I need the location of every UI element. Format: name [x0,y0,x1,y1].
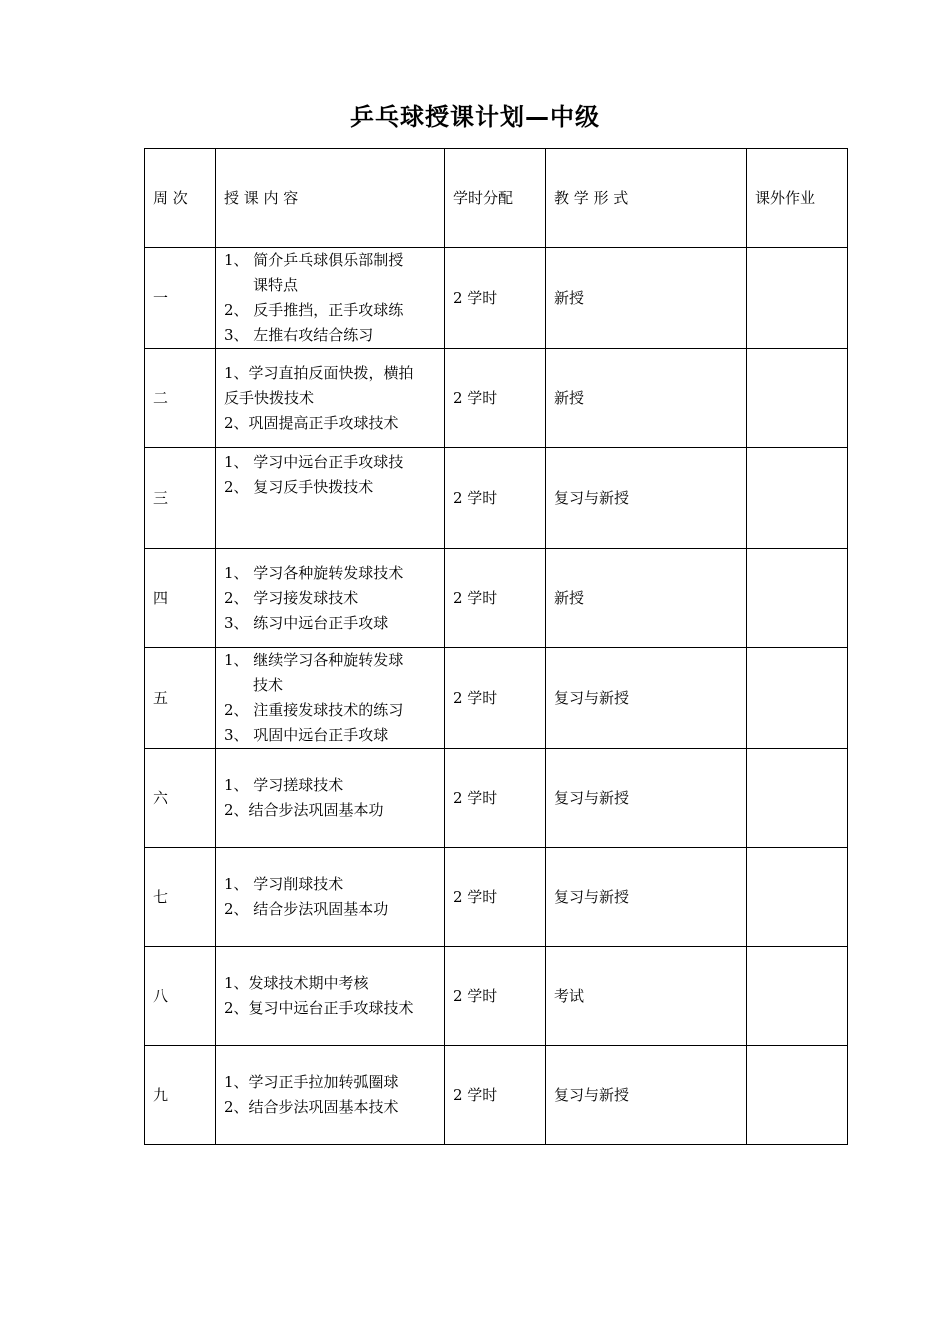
homework-cell [747,248,848,349]
week-cell: 八 [145,947,216,1046]
hours-cell: 2 学时 [445,648,546,749]
form-cell: 新授 [546,349,747,448]
content-cell [216,1046,445,1145]
content-line: 2、巩固提高正手攻球技术 [224,413,399,432]
header-hours: 学时分配 [445,149,546,248]
week-cell: 九 [145,1046,216,1145]
content-line: 1、 学习削球技术 [224,875,344,893]
form-cell: 新授 [546,549,747,648]
week-cell: 五 [145,648,216,749]
homework-cell [747,848,848,947]
page-title: 乒乓球授课计划—中级 [350,103,600,131]
content-cell [216,248,445,349]
hours-cell: 2 学时 [445,1046,546,1145]
content-line: 3、 练习中远台正手攻球 [224,613,389,632]
content-line: 1、 学习中远台正手攻球技 [224,453,404,471]
form-cell: 复习与新授 [546,749,747,848]
content-line: 1、学习正手拉加转弧圈球 [224,1073,399,1091]
homework-cell [747,648,848,749]
header-week: 周 次 [145,149,216,248]
homework-cell [747,349,848,448]
hours-cell: 2 学时 [445,848,546,947]
content-line: 课特点 [253,276,299,294]
table-row [145,349,848,448]
week-cell: 六 [145,749,216,848]
homework-cell [747,549,848,648]
table-row [145,749,848,848]
content-line: 1、 学习各种旋转发球技术 [224,563,404,582]
hours-cell: 2 学时 [445,248,546,349]
table-row [145,848,848,947]
table-row [145,248,848,349]
form-cell: 考试 [546,947,747,1046]
content-line: 1、 简介乒乓球俱乐部制授 [224,251,404,269]
content-line: 1、学习直拍反面快拨，横拍 [224,363,414,382]
form-cell: 复习与新授 [546,448,747,549]
content-line: 2、复习中远台正手攻球技术 [224,999,414,1017]
lesson-plan-table [144,148,848,1145]
content-cell [216,349,445,448]
content-cell [216,448,445,549]
hours-cell: 2 学时 [445,947,546,1046]
table-row [145,947,848,1046]
week-cell: 一 [145,248,216,349]
content-line: 2、 结合步法巩固基本功 [224,900,389,918]
form-cell: 复习与新授 [546,1046,747,1145]
content-cell [216,648,445,749]
homework-cell [747,947,848,1046]
table-row [145,448,848,549]
content-line: 3、 巩固中远台正手攻球 [224,726,389,744]
content-line: 技术 [253,676,284,694]
homework-cell [747,1046,848,1145]
content-line: 2、结合步法巩固基本功 [224,801,384,819]
content-line: 1、发球技术期中考核 [224,974,369,992]
table-body [145,149,848,1145]
content-cell [216,947,445,1046]
content-cell [216,749,445,848]
week-cell: 三 [145,448,216,549]
form-cell: 复习与新授 [546,848,747,947]
header-form: 教 学 形 式 [546,149,747,248]
week-cell: 二 [145,349,216,448]
week-cell: 七 [145,848,216,947]
hours-cell: 2 学时 [445,749,546,848]
header-content: 授 课 内 容 [216,149,445,248]
content-line: 2、 学习接发球技术 [224,588,359,607]
content-line: 2、结合步法巩固基本技术 [224,1098,399,1116]
table-header-row [145,149,848,248]
content-line: 反手快拨技术 [224,388,315,407]
form-cell: 新授 [546,248,747,349]
header-homework: 课外作业 [747,149,848,248]
form-cell: 复习与新授 [546,648,747,749]
homework-cell [747,749,848,848]
hours-cell: 2 学时 [445,448,546,549]
content-line: 1、 继续学习各种旋转发球 [224,651,404,669]
week-cell: 四 [145,549,216,648]
content-line: 2、 复习反手快拨技术 [224,478,374,496]
table-row [145,549,848,648]
content-line: 3、 左推右攻结合练习 [224,326,374,344]
content-line: 1、 学习搓球技术 [224,776,344,794]
table-row [145,1046,848,1145]
content-cell [216,848,445,947]
hours-cell: 2 学时 [445,349,546,448]
hours-cell: 2 学时 [445,549,546,648]
homework-cell [747,448,848,549]
table-row [145,648,848,749]
content-line: 2、 注重接发球技术的练习 [224,701,404,719]
content-line: 2、 反手推挡，正手攻球练 [224,301,404,319]
content-cell [216,549,445,648]
